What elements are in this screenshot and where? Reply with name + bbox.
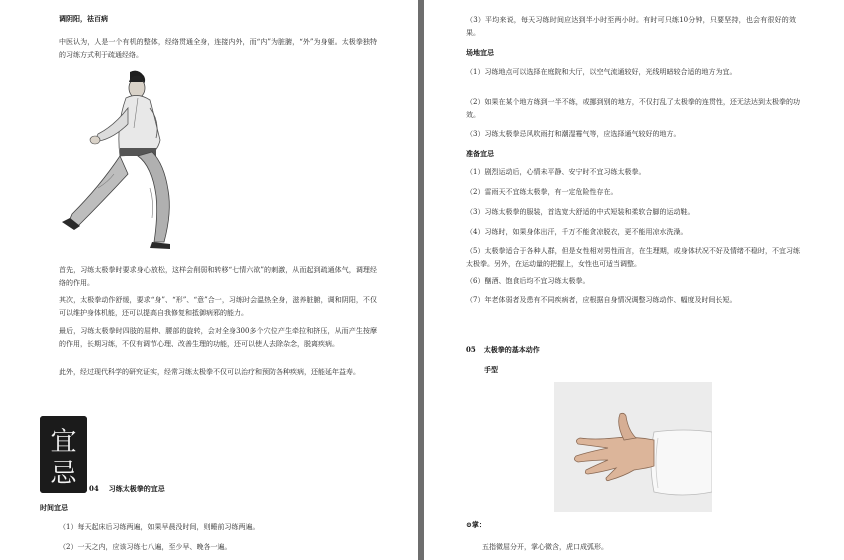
list-item: （1）剧烈运动后，心情未平静、安宁时不宜习练太极拳。 bbox=[466, 168, 646, 176]
section-title bbox=[466, 345, 540, 355]
list-item: （3）习练太极拳忌风吹雨打和潮湿霉气等，应选择通气较好的地方。 bbox=[466, 130, 681, 138]
section-title-text: 习练太极拳的宜忌 bbox=[108, 484, 165, 493]
svg-text:宜: 宜 bbox=[50, 427, 77, 457]
list-item: （2）雷雨天不宜练太极拳，有一定危险性存在。 bbox=[466, 188, 618, 196]
left-page bbox=[0, 0, 418, 560]
section-number: 04 bbox=[89, 484, 99, 493]
subheading: 时间宜忌 bbox=[40, 503, 68, 512]
list-item: （2）一天之内，应该习练七八遍，至少早、晚各一遍。 bbox=[59, 543, 232, 551]
list-item: （7）年老体弱者及患有不同疾病者，应根据自身情况调整习练动作、幅度及时间长短。 bbox=[466, 296, 737, 304]
body-paragraph: 首先，习练太极拳时要求身心放松，这样会削弱和转移“七情六欲”的刺激，从而起到疏通体气，调理经络的作用。 bbox=[59, 266, 377, 287]
list-item: （6）酗酒、饱食后均不宜习练太极拳。 bbox=[466, 277, 590, 285]
list-item: （3）平均来说，每天习练时间应达到半小时至两小时。有时可只练10分钟，只要坚持，也会有很好的效果。 bbox=[466, 16, 796, 37]
subheading: 手型 bbox=[484, 365, 498, 374]
subheading: 场地宜忌 bbox=[466, 48, 494, 57]
palm-hand-photo bbox=[554, 382, 712, 512]
body-paragraph: 其次，太极拳动作舒缓，要求“身”、“形”、“意”合一，习练时会温热全身，滋养脏腑，调和阴阳，不仅可以维护身体机能，还可以提高自我修复和抵御病邪的能力。 bbox=[59, 296, 377, 317]
list-item: （3）习练太极拳的服装，首选宽大舒适的中式短装和柔软合脚的运动鞋。 bbox=[466, 208, 695, 216]
tai-chi-figure-illustration bbox=[58, 68, 178, 253]
list-item: （1）习练地点可以选择在庭院和大厅，以空气流通较好，光线明暗较合适的地方为宜。 bbox=[466, 68, 737, 76]
body-paragraph: 五指微屈分开，掌心微含，虎口成弧形。 bbox=[482, 543, 608, 551]
section-heading: 调阴阳，祛百病 bbox=[59, 14, 108, 23]
list-item: （1）每天起床后习练两遍，如果早晨没时间，则睡前习练两遍。 bbox=[59, 523, 260, 531]
body-paragraph: 最后，习练太极拳时四肢的屈伸、腰部的旋转，会对全身300多个穴位产生牵拉和挤压，从而产生按摩的作用，长期习练，不仅有调节心理、改善生理的功能，还可以使人去除杂念，脱离疾病。 bbox=[59, 327, 377, 348]
list-item: （5）太极拳适合于各种人群，但是女性相对男性而言，在生理期，或身体状况不好及情绪不稳时，不宜习练太极拳。另外，在运动量的把握上，女性也可适当调整。 bbox=[466, 247, 800, 268]
subheading: 准备宜忌 bbox=[466, 149, 494, 158]
list-item: （4）习练时，如果身体出汗，千万不能贪凉脱衣，更不能用凉水洗澡。 bbox=[466, 228, 688, 236]
right-page bbox=[424, 0, 844, 560]
list-item: （2）如果在某个地方练到一半不练，或挪到别的地方，不仅打乱了太极拳的连贯性，还无法达到太极拳的功效。 bbox=[466, 98, 800, 119]
svg-text:忌: 忌 bbox=[50, 459, 77, 489]
figure-label: ⊙掌： bbox=[466, 520, 486, 529]
section-title-text: 太极拳的基本动作 bbox=[483, 345, 540, 354]
body-paragraph: 此外，经过现代科学的研究证实，经常习练太极拳不仅可以治疗和预防各种疾病，还能延年益寿。 bbox=[59, 368, 360, 376]
section-number: 05 bbox=[466, 345, 476, 354]
intro-paragraph: 中医认为，人是一个有机的整体，经络贯通全身，连接内外，而“内”为脏腑，“外”为身躯。太极拳独特的习练方式利于疏通经络。 bbox=[59, 38, 377, 59]
section-title bbox=[89, 484, 165, 494]
seal-logo bbox=[40, 416, 87, 493]
